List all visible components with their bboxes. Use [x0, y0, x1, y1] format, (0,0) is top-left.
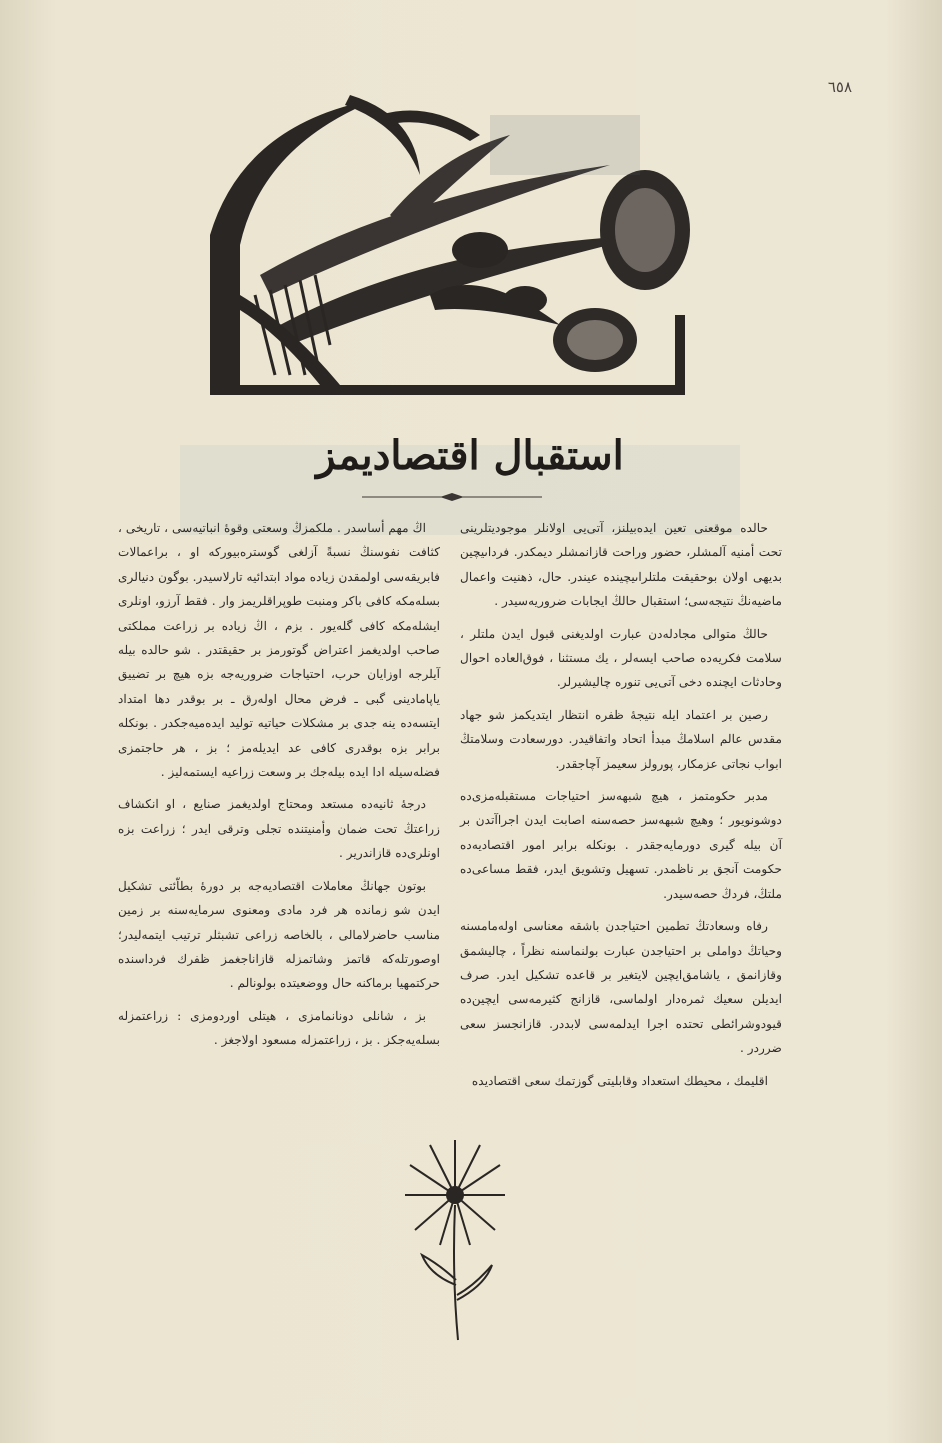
text-column-left — [118, 516, 440, 1061]
paragraph: رصين بر اعتماد ايله نتيجهٔ ظفره انتظار ايتديكمز شو جهاد مقدس عالم اسلامڭ مبدأ اتحاد واتفاقيدر. دورسعادت وسلامتڭ ابواب نجاتى عزمكار، پورولز سعيمز آچاجقدر. — [460, 707, 782, 771]
paragraph: اڭ مهم أساسدر . ملكمزڭ وسعتى وقوهٔ انباتيه‌سى ، تاريخى ، كثافت نفوسنڭ نسبةً آزلغى گوستره‌بيوركه او ، براعمالات فابريقه‌سى اولمقدن زياده مواد ابتدائيه تارلاسيدر. بوگون دنيالرى بسله‌مكه كافى باكر ومنبت طوپراقلريمز وار . فقط آرزو، اونلرى ايشله‌مكه كافى گله‌يور . بزم ، اڭ زياده بر زراعت مملكتى صاحب اولديغمز اعتراض گوتورمز بر حقيقتدر . شو حالده بيله آيلرجه اوزايان حرب، احتياجات ضروريه‌جه بزه هيچ بر تضييق ياپامادينى گبى ـ فرض محال اولەرق ـ بر بوقدر دها امتداد ايتسه‌ده ينه جدى بر مشكلات حياتيه توليد ايده‌ميه‌جكدر . بونكله برابر بزه بوقدرى كافى عد ايديله‌مز ؛ بز ، هر حاجتمزى فضله‌سيله ادا ايده بيله‌جك بر وسعت زراعيه ايستمه‌ليز . — [118, 521, 440, 780]
title-divider — [362, 492, 542, 502]
paragraph: مدبر حكومتمز ، هيچ شبهه‌سز احتياجات مستقبله‌مزى‌ده دوشونويور ؛ وهيچ شبهه‌سز حصه‌سنه اصابت ايدن اجراآتدن بر آن بيله گيرى دورمايه‌جقدر . بونكله برابر امور اقتصاديه‌ده حكومت آنجق بر ناظمدر. تسهيل وتشويق ايدر، فقط مساعى‌ده ملتڭ، فردڭ حصه‌سيدر. — [460, 789, 782, 901]
article-title: استقبال اقتصاديمز — [316, 432, 624, 479]
paragraph: درجهٔ ثانيه‌ده مستعد ومحتاج اولديغمز صنايع ، او انكشاف زراعتڭ تحت ضمان وأمنيتنده تجلى وترقى ايدر ؛ زراعت بزه اونلرى‌ده قازاندرير . — [118, 797, 440, 861]
paragraph: رفاه وسعادتڭ تطمين احتياجدن باشقه معناسى اوله‌مامسنه وحياتڭ دواملى بر احتياجدن عبارت بولنماسنه نظراً ، چاليشمق وقازانمق ، ياشامق‌ايچين لايتغير بر قاعده تشكيل ايدر. صرف ايديلن سعيك ثمره‌دار اولماسى، قازانج كثيرمه‌سى ايچين‌ده قيودوشرائطى تحتده اجرا ايدلمه‌سى لابددر. قازانجسز سعى ضرردر . — [460, 919, 782, 1056]
text-column-right — [460, 516, 782, 1101]
flower-tailpiece-icon — [400, 1135, 510, 1345]
page-number: ٦٥٨ — [827, 78, 852, 96]
paragraph: بوتون جهانڭ معاملات اقتصاديه‌جه بر دورهٔ بطاّئتى تشكيل ايدن شو زمانده هر فرد مادى ومعنوى سرمايه‌سنه بر زمين مناسب حاضرلامالى ، بالخاصه زراعى تشبثلر ترتيب ايتمه‌ليدر؛ اوصورتله‌كه قاتمز وشاتمزله قازاناجغمز ظفرك فرداسنده حركتمهيا برماكنه حال ووضعيتده بولونالم . — [118, 878, 440, 991]
paragraph: اقليمك ، محيطك استعداد وقابليتى گوزتمك سعى اقتصاديده — [471, 1073, 768, 1088]
floral-ornament-illustration — [180, 95, 700, 415]
paragraph: حالڭ متوالى مجادله‌دن عبارت اولديغنى قبول ايدن ملتلر ، سلامت فكريه‌ده صاحب ايسه‌لر ، يك مستثنا ، فوق‌العاده احوال وحادثات ايچنده دخى آتى‌يى تنوره چاليشيرلر. — [460, 626, 782, 690]
paragraph: بز ، شانلى دونانمامزى ، هيتلى اوردومزى : زراعتمزله بسله‌يه‌جكز . بز ، زراعتمزله مسعود اولاجغز . — [118, 1008, 440, 1048]
paragraph: حالده موقعنى تعين ايده‌بيلنز، آتى‌يى اولانلر موجوديتلرينى تحت أمنيه آلمشلر، حضور وراحت قازانمشلر ديمكدر. فرداىيچين بديهى اولان بوحقيقت ملتلراىيچينده عيندر. حال، ذهنيت واعمال ماضيه‌نڭ نتيجه‌سى؛ استقبال حالڭ ايجابات ضروريه‌سيدر . — [460, 521, 782, 609]
